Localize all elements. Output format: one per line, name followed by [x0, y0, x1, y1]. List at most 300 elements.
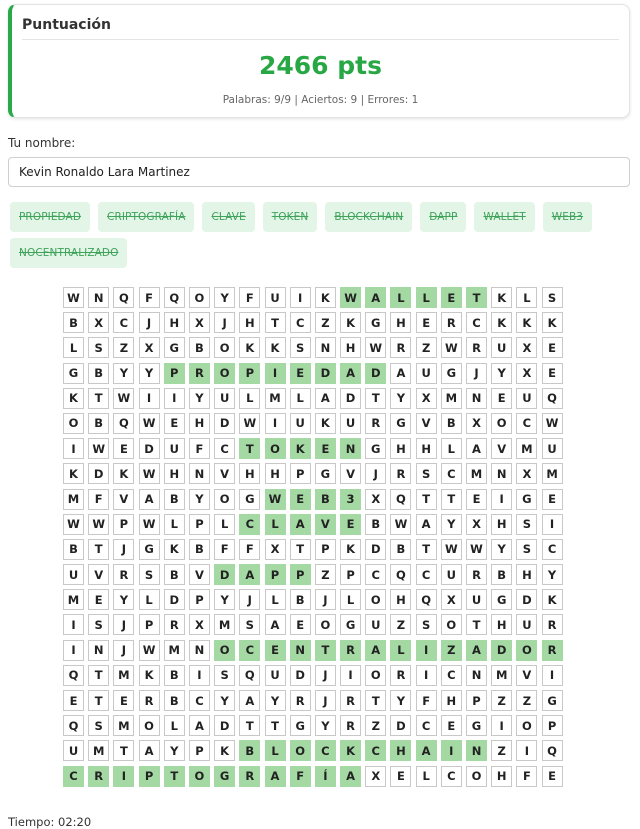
grid-cell[interactable]: K: [164, 539, 185, 560]
grid-cell[interactable]: X: [365, 766, 386, 787]
grid-cell[interactable]: W: [441, 539, 462, 560]
grid-cell[interactable]: S: [214, 665, 235, 686]
grid-cell[interactable]: O: [265, 438, 286, 459]
grid-cell[interactable]: L: [164, 514, 185, 535]
grid-cell[interactable]: C: [315, 740, 336, 761]
grid-cell[interactable]: C: [239, 640, 260, 661]
grid-cell[interactable]: N: [189, 463, 210, 484]
grid-cell[interactable]: K: [139, 665, 160, 686]
grid-cell[interactable]: O: [491, 413, 512, 434]
grid-cell[interactable]: N: [189, 640, 210, 661]
grid-cell[interactable]: Y: [214, 690, 235, 711]
grid-cell[interactable]: X: [189, 312, 210, 333]
grid-cell[interactable]: T: [88, 690, 109, 711]
grid-cell[interactable]: X: [265, 539, 286, 560]
grid-cell[interactable]: Y: [189, 388, 210, 409]
grid-cell[interactable]: X: [516, 463, 537, 484]
grid-cell[interactable]: Q: [542, 388, 563, 409]
grid-cell[interactable]: T: [239, 438, 260, 459]
grid-cell[interactable]: K: [63, 388, 84, 409]
grid-cell[interactable]: H: [164, 463, 185, 484]
grid-cell[interactable]: F: [239, 287, 260, 308]
grid-cell[interactable]: B: [239, 740, 260, 761]
grid-cell[interactable]: L: [139, 589, 160, 610]
grid-cell[interactable]: T: [164, 766, 185, 787]
grid-cell[interactable]: T: [315, 640, 336, 661]
grid-cell[interactable]: Y: [164, 740, 185, 761]
grid-cell[interactable]: D: [164, 589, 185, 610]
grid-cell[interactable]: S: [88, 337, 109, 358]
grid-cell[interactable]: M: [88, 740, 109, 761]
grid-cell[interactable]: A: [239, 564, 260, 585]
grid-cell[interactable]: O: [441, 614, 462, 635]
grid-cell[interactable]: O: [315, 614, 336, 635]
grid-cell[interactable]: W: [88, 438, 109, 459]
grid-cell[interactable]: L: [516, 287, 537, 308]
grid-cell[interactable]: H: [516, 564, 537, 585]
grid-cell[interactable]: C: [466, 312, 487, 333]
grid-cell[interactable]: I: [113, 766, 134, 787]
grid-cell[interactable]: U: [466, 589, 487, 610]
grid-cell[interactable]: J: [239, 589, 260, 610]
grid-cell[interactable]: Y: [491, 539, 512, 560]
grid-cell[interactable]: K: [340, 539, 361, 560]
grid-cell[interactable]: W: [542, 413, 563, 434]
grid-cell[interactable]: L: [390, 640, 411, 661]
grid-cell[interactable]: B: [315, 489, 336, 510]
grid-cell[interactable]: U: [265, 665, 286, 686]
grid-cell[interactable]: Y: [441, 514, 462, 535]
grid-cell[interactable]: Z: [441, 640, 462, 661]
grid-cell[interactable]: O: [63, 413, 84, 434]
grid-cell[interactable]: D: [214, 715, 235, 736]
grid-cell[interactable]: H: [416, 438, 437, 459]
grid-cell[interactable]: H: [491, 514, 512, 535]
grid-cell[interactable]: C: [239, 514, 260, 535]
grid-cell[interactable]: E: [88, 589, 109, 610]
grid-cell[interactable]: E: [290, 614, 311, 635]
grid-cell[interactable]: T: [466, 614, 487, 635]
grid-cell[interactable]: W: [139, 640, 160, 661]
grid-cell[interactable]: C: [113, 312, 134, 333]
grid-cell[interactable]: D: [365, 363, 386, 384]
grid-cell[interactable]: I: [491, 489, 512, 510]
grid-cell[interactable]: O: [214, 337, 235, 358]
grid-cell[interactable]: B: [290, 589, 311, 610]
grid-cell[interactable]: Z: [390, 614, 411, 635]
grid-cell[interactable]: Q: [390, 564, 411, 585]
grid-cell[interactable]: V: [214, 463, 235, 484]
grid-cell[interactable]: R: [542, 614, 563, 635]
grid-cell[interactable]: W: [466, 539, 487, 560]
grid-cell[interactable]: B: [491, 564, 512, 585]
grid-cell[interactable]: L: [239, 388, 260, 409]
grid-cell[interactable]: S: [516, 514, 537, 535]
grid-cell[interactable]: R: [164, 614, 185, 635]
grid-cell[interactable]: A: [416, 740, 437, 761]
grid-cell[interactable]: B: [164, 690, 185, 711]
grid-cell[interactable]: B: [63, 539, 84, 560]
grid-cell[interactable]: J: [214, 312, 235, 333]
grid-cell[interactable]: D: [516, 589, 537, 610]
grid-cell[interactable]: P: [290, 564, 311, 585]
grid-cell[interactable]: Z: [516, 690, 537, 711]
grid-cell[interactable]: L: [416, 766, 437, 787]
grid-cell[interactable]: Q: [63, 665, 84, 686]
grid-cell[interactable]: I: [189, 665, 210, 686]
grid-cell[interactable]: E: [416, 312, 437, 333]
grid-cell[interactable]: G: [340, 614, 361, 635]
name-input[interactable]: [8, 157, 630, 187]
grid-cell[interactable]: H: [189, 413, 210, 434]
grid-cell[interactable]: O: [139, 715, 160, 736]
grid-cell[interactable]: H: [239, 463, 260, 484]
grid-cell[interactable]: Y: [542, 564, 563, 585]
grid-cell[interactable]: Z: [315, 312, 336, 333]
grid-cell[interactable]: N: [340, 438, 361, 459]
grid-cell[interactable]: E: [290, 489, 311, 510]
grid-cell[interactable]: B: [441, 413, 462, 434]
grid-cell[interactable]: E: [542, 766, 563, 787]
grid-cell[interactable]: K: [315, 413, 336, 434]
grid-cell[interactable]: T: [265, 312, 286, 333]
grid-cell[interactable]: B: [189, 539, 210, 560]
grid-cell[interactable]: T: [265, 715, 286, 736]
grid-cell[interactable]: B: [189, 337, 210, 358]
grid-cell[interactable]: J: [365, 463, 386, 484]
grid-cell[interactable]: G: [516, 489, 537, 510]
grid-cell[interactable]: E: [113, 438, 134, 459]
grid-cell[interactable]: I: [441, 740, 462, 761]
grid-cell[interactable]: C: [441, 463, 462, 484]
grid-cell[interactable]: U: [63, 740, 84, 761]
grid-cell[interactable]: C: [365, 564, 386, 585]
grid-cell[interactable]: K: [491, 287, 512, 308]
grid-cell[interactable]: A: [340, 766, 361, 787]
grid-cell[interactable]: T: [88, 539, 109, 560]
grid-cell[interactable]: U: [441, 564, 462, 585]
grid-cell[interactable]: G: [365, 312, 386, 333]
grid-cell[interactable]: L: [340, 589, 361, 610]
grid-cell[interactable]: L: [63, 337, 84, 358]
grid-cell[interactable]: T: [441, 489, 462, 510]
grid-cell[interactable]: M: [542, 463, 563, 484]
grid-cell[interactable]: O: [466, 766, 487, 787]
grid-cell[interactable]: I: [340, 665, 361, 686]
grid-cell[interactable]: U: [63, 564, 84, 585]
grid-cell[interactable]: J: [113, 640, 134, 661]
grid-cell[interactable]: U: [542, 438, 563, 459]
grid-cell[interactable]: E: [63, 690, 84, 711]
grid-cell[interactable]: U: [265, 287, 286, 308]
grid-cell[interactable]: G: [491, 589, 512, 610]
grid-cell[interactable]: C: [441, 766, 462, 787]
grid-cell[interactable]: R: [466, 337, 487, 358]
grid-cell[interactable]: L: [214, 514, 235, 535]
grid-cell[interactable]: A: [139, 740, 160, 761]
grid-cell[interactable]: H: [265, 463, 286, 484]
grid-cell[interactable]: P: [290, 463, 311, 484]
grid-cell[interactable]: G: [63, 363, 84, 384]
grid-cell[interactable]: P: [466, 690, 487, 711]
grid-cell[interactable]: X: [516, 363, 537, 384]
grid-cell[interactable]: X: [466, 413, 487, 434]
grid-cell[interactable]: C: [516, 413, 537, 434]
grid-cell[interactable]: R: [113, 564, 134, 585]
grid-cell[interactable]: K: [265, 337, 286, 358]
grid-cell[interactable]: F: [88, 489, 109, 510]
grid-cell[interactable]: N: [88, 640, 109, 661]
grid-cell[interactable]: I: [491, 715, 512, 736]
grid-cell[interactable]: F: [189, 438, 210, 459]
grid-cell[interactable]: U: [516, 614, 537, 635]
grid-cell[interactable]: X: [466, 514, 487, 535]
grid-cell[interactable]: K: [340, 740, 361, 761]
grid-cell[interactable]: J: [113, 539, 134, 560]
grid-cell[interactable]: E: [491, 388, 512, 409]
grid-cell[interactable]: S: [416, 614, 437, 635]
grid-cell[interactable]: V: [88, 564, 109, 585]
grid-cell[interactable]: Y: [390, 388, 411, 409]
grid-cell[interactable]: D: [290, 665, 311, 686]
grid-cell[interactable]: M: [113, 715, 134, 736]
grid-cell[interactable]: W: [139, 413, 160, 434]
grid-cell[interactable]: P: [239, 363, 260, 384]
grid-cell[interactable]: M: [441, 388, 462, 409]
grid-cell[interactable]: A: [365, 640, 386, 661]
grid-cell[interactable]: U: [516, 388, 537, 409]
grid-cell[interactable]: P: [340, 564, 361, 585]
grid-cell[interactable]: G: [390, 413, 411, 434]
grid-cell[interactable]: Z: [315, 564, 336, 585]
grid-cell[interactable]: Y: [113, 589, 134, 610]
grid-cell[interactable]: K: [516, 312, 537, 333]
grid-cell[interactable]: X: [88, 312, 109, 333]
grid-cell[interactable]: K: [315, 287, 336, 308]
grid-cell[interactable]: Z: [365, 715, 386, 736]
grid-cell[interactable]: M: [113, 665, 134, 686]
grid-cell[interactable]: I: [290, 287, 311, 308]
grid-cell[interactable]: U: [365, 614, 386, 635]
grid-cell[interactable]: C: [63, 766, 84, 787]
grid-cell[interactable]: I: [416, 640, 437, 661]
grid-cell[interactable]: O: [290, 740, 311, 761]
grid-cell[interactable]: Z: [491, 690, 512, 711]
grid-cell[interactable]: K: [542, 589, 563, 610]
grid-cell[interactable]: O: [365, 665, 386, 686]
grid-cell[interactable]: T: [88, 665, 109, 686]
grid-cell[interactable]: S: [290, 337, 311, 358]
grid-cell[interactable]: T: [239, 715, 260, 736]
grid-cell[interactable]: J: [113, 614, 134, 635]
grid-cell[interactable]: N: [491, 463, 512, 484]
grid-cell[interactable]: F: [516, 766, 537, 787]
grid-cell[interactable]: F: [290, 766, 311, 787]
grid-cell[interactable]: C: [416, 564, 437, 585]
grid-cell[interactable]: E: [265, 640, 286, 661]
grid-cell[interactable]: D: [139, 438, 160, 459]
grid-cell[interactable]: E: [315, 438, 336, 459]
grid-cell[interactable]: H: [390, 312, 411, 333]
grid-cell[interactable]: B: [63, 312, 84, 333]
grid-cell[interactable]: L: [416, 287, 437, 308]
grid-cell[interactable]: C: [290, 312, 311, 333]
grid-cell[interactable]: C: [214, 438, 235, 459]
grid-cell[interactable]: Q: [390, 489, 411, 510]
grid-cell[interactable]: E: [441, 287, 462, 308]
grid-cell[interactable]: T: [416, 489, 437, 510]
grid-cell[interactable]: M: [164, 640, 185, 661]
grid-cell[interactable]: P: [265, 564, 286, 585]
grid-cell[interactable]: W: [390, 514, 411, 535]
grid-cell[interactable]: K: [113, 463, 134, 484]
grid-cell[interactable]: V: [416, 413, 437, 434]
grid-cell[interactable]: X: [441, 589, 462, 610]
grid-cell[interactable]: Q: [113, 287, 134, 308]
grid-cell[interactable]: R: [365, 413, 386, 434]
grid-cell[interactable]: L: [265, 589, 286, 610]
grid-cell[interactable]: E: [340, 514, 361, 535]
grid-cell[interactable]: N: [466, 665, 487, 686]
grid-cell[interactable]: O: [189, 287, 210, 308]
grid-cell[interactable]: K: [491, 312, 512, 333]
grid-cell[interactable]: N: [466, 740, 487, 761]
grid-cell[interactable]: X: [516, 337, 537, 358]
grid-cell[interactable]: K: [214, 740, 235, 761]
grid-cell[interactable]: O: [516, 715, 537, 736]
grid-cell[interactable]: B: [164, 665, 185, 686]
grid-cell[interactable]: A: [365, 287, 386, 308]
grid-cell[interactable]: I: [516, 740, 537, 761]
grid-cell[interactable]: D: [365, 539, 386, 560]
grid-cell[interactable]: D: [390, 715, 411, 736]
grid-cell[interactable]: G: [139, 539, 160, 560]
grid-cell[interactable]: O: [365, 589, 386, 610]
grid-cell[interactable]: Y: [265, 690, 286, 711]
grid-cell[interactable]: M: [265, 388, 286, 409]
grid-cell[interactable]: B: [88, 413, 109, 434]
grid-cell[interactable]: Y: [214, 589, 235, 610]
grid-cell[interactable]: A: [265, 766, 286, 787]
grid-cell[interactable]: L: [390, 287, 411, 308]
grid-cell[interactable]: S: [416, 463, 437, 484]
grid-cell[interactable]: R: [441, 312, 462, 333]
grid-cell[interactable]: Y: [189, 489, 210, 510]
grid-cell[interactable]: S: [88, 715, 109, 736]
grid-cell[interactable]: E: [441, 715, 462, 736]
grid-cell[interactable]: U: [491, 337, 512, 358]
grid-cell[interactable]: A: [139, 489, 160, 510]
grid-cell[interactable]: W: [88, 514, 109, 535]
grid-cell[interactable]: B: [365, 514, 386, 535]
grid-cell[interactable]: F: [239, 539, 260, 560]
grid-cell[interactable]: A: [466, 640, 487, 661]
grid-cell[interactable]: P: [189, 589, 210, 610]
grid-cell[interactable]: U: [164, 438, 185, 459]
grid-cell[interactable]: A: [265, 614, 286, 635]
grid-cell[interactable]: D: [340, 388, 361, 409]
grid-cell[interactable]: H: [441, 690, 462, 711]
grid-cell[interactable]: O: [214, 363, 235, 384]
grid-cell[interactable]: A: [340, 363, 361, 384]
grid-cell[interactable]: N: [290, 640, 311, 661]
grid-cell[interactable]: R: [290, 690, 311, 711]
grid-cell[interactable]: G: [164, 337, 185, 358]
grid-cell[interactable]: Z: [416, 337, 437, 358]
grid-cell[interactable]: P: [139, 614, 160, 635]
grid-cell[interactable]: R: [239, 766, 260, 787]
grid-cell[interactable]: C: [542, 539, 563, 560]
grid-cell[interactable]: N: [466, 388, 487, 409]
grid-cell[interactable]: T: [88, 388, 109, 409]
grid-cell[interactable]: V: [491, 438, 512, 459]
grid-cell[interactable]: G: [290, 715, 311, 736]
grid-cell[interactable]: M: [63, 489, 84, 510]
grid-cell[interactable]: H: [491, 614, 512, 635]
grid-cell[interactable]: N: [315, 337, 336, 358]
grid-cell[interactable]: A: [239, 690, 260, 711]
grid-cell[interactable]: R: [466, 564, 487, 585]
grid-cell[interactable]: R: [340, 690, 361, 711]
grid-cell[interactable]: Í: [315, 766, 336, 787]
grid-cell[interactable]: U: [416, 363, 437, 384]
grid-cell[interactable]: F: [416, 690, 437, 711]
grid-cell[interactable]: G: [214, 766, 235, 787]
grid-cell[interactable]: Y: [390, 690, 411, 711]
grid-cell[interactable]: I: [542, 665, 563, 686]
grid-cell[interactable]: E: [542, 337, 563, 358]
grid-cell[interactable]: A: [290, 514, 311, 535]
grid-cell[interactable]: 3: [340, 489, 361, 510]
grid-cell[interactable]: M: [214, 614, 235, 635]
grid-cell[interactable]: G: [239, 489, 260, 510]
grid-cell[interactable]: Q: [63, 715, 84, 736]
grid-cell[interactable]: Y: [315, 715, 336, 736]
grid-cell[interactable]: X: [416, 388, 437, 409]
grid-cell[interactable]: M: [516, 438, 537, 459]
grid-cell[interactable]: P: [164, 363, 185, 384]
grid-cell[interactable]: S: [239, 614, 260, 635]
grid-cell[interactable]: T: [466, 287, 487, 308]
grid-cell[interactable]: C: [365, 740, 386, 761]
grid-cell[interactable]: W: [265, 489, 286, 510]
grid-cell[interactable]: I: [542, 514, 563, 535]
grid-cell[interactable]: S: [516, 539, 537, 560]
grid-cell[interactable]: Q: [239, 665, 260, 686]
grid-cell[interactable]: V: [315, 514, 336, 535]
grid-cell[interactable]: I: [63, 640, 84, 661]
grid-cell[interactable]: S: [139, 564, 160, 585]
grid-cell[interactable]: R: [88, 766, 109, 787]
grid-cell[interactable]: Y: [113, 363, 134, 384]
grid-cell[interactable]: A: [189, 715, 210, 736]
grid-cell[interactable]: Y: [491, 363, 512, 384]
grid-cell[interactable]: V: [516, 665, 537, 686]
grid-cell[interactable]: M: [63, 589, 84, 610]
grid-cell[interactable]: W: [113, 388, 134, 409]
grid-cell[interactable]: F: [214, 539, 235, 560]
grid-cell[interactable]: X: [365, 489, 386, 510]
grid-cell[interactable]: Z: [113, 337, 134, 358]
grid-cell[interactable]: B: [164, 489, 185, 510]
grid-cell[interactable]: O: [189, 766, 210, 787]
grid-cell[interactable]: Q: [113, 413, 134, 434]
grid-cell[interactable]: U: [340, 413, 361, 434]
grid-cell[interactable]: J: [139, 312, 160, 333]
grid-cell[interactable]: W: [139, 514, 160, 535]
grid-cell[interactable]: I: [139, 388, 160, 409]
grid-cell[interactable]: Z: [491, 740, 512, 761]
